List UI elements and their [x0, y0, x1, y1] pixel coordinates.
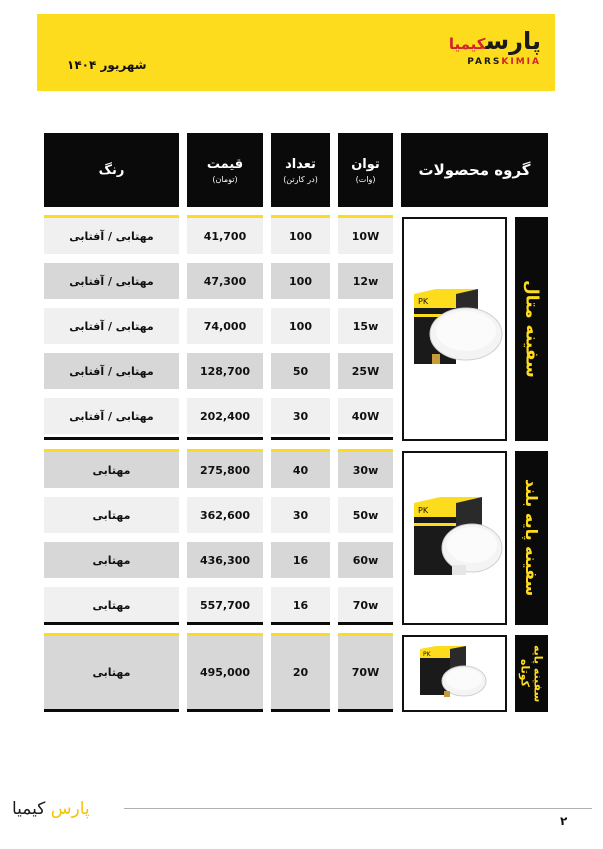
page-number: ۲: [560, 814, 568, 828]
footer-divider: [124, 808, 592, 809]
product-image-short-base: [402, 635, 507, 712]
group-label-metal: [515, 217, 548, 441]
svg-text:PK: PK: [418, 506, 429, 515]
table-cell-count: 16: [271, 542, 330, 578]
table-cell-price: 495,000: [187, 636, 263, 709]
table-cell-power: 30w: [338, 452, 393, 488]
table-cell-power: 70w: [338, 587, 393, 623]
group-1-bottom-bar: [338, 437, 393, 440]
column-header-price: [187, 133, 263, 207]
column-header-power-unit: (وات): [355, 174, 376, 184]
table-cell-count: 20: [271, 636, 330, 709]
table-cell-color: مهتابی / آفتابی: [44, 398, 179, 434]
header-banner: [37, 14, 555, 91]
date-label: شهریور ۱۴۰۴: [67, 58, 147, 72]
table-cell-count: 30: [271, 497, 330, 533]
logo-fa-sub: کیمیا: [448, 35, 486, 53]
column-header-color: [44, 133, 179, 207]
logo-persian: [449, 27, 541, 58]
table-cell-price: 275,800: [187, 452, 263, 488]
table-cell-power: 10W: [338, 218, 393, 254]
group-2-bottom-bar: [271, 622, 330, 625]
table-cell-price: 41,700: [187, 218, 263, 254]
column-header-group-title: گروه محصولات: [418, 161, 531, 179]
group-label-short-base-text: [519, 645, 545, 702]
table-cell-color: مهتابی / آفتابی: [44, 308, 179, 344]
table-cell-price: 557,700: [187, 587, 263, 623]
column-header-price-title: قیمت: [206, 156, 244, 172]
group-label-short-base-line2: کوتاه: [518, 659, 532, 688]
lamp-box-illustration: [404, 219, 505, 439]
table-cell-count: 30: [271, 398, 330, 434]
table-cell-count: 50: [271, 353, 330, 389]
table-cell-count: 100: [271, 308, 330, 344]
group-3-bottom-bar: [44, 709, 179, 712]
table-cell-color: مهتابی / آفتابی: [44, 218, 179, 254]
group-3-bottom-bar: [271, 709, 330, 712]
table-cell-price: 202,400: [187, 398, 263, 434]
footer-brand-sub: کیمیا: [12, 799, 46, 819]
logo-english: [467, 57, 541, 67]
logo-fa-main: پارس: [485, 27, 541, 55]
table-cell-color: مهتابی: [44, 542, 179, 578]
group-1-bottom-bar: [44, 437, 179, 440]
brand-logo: [447, 27, 541, 69]
group-label-long-base: [515, 451, 548, 625]
group-label-short-base: [515, 635, 548, 712]
table-cell-count: 16: [271, 587, 330, 623]
table-cell-power: 12w: [338, 263, 393, 299]
table-cell-power: 70W: [338, 636, 393, 709]
table-cell-price: 47,300: [187, 263, 263, 299]
group-1-bottom-bar: [187, 437, 263, 440]
group-3-bottom-bar: [187, 709, 263, 712]
column-header-price-unit: (تومان): [212, 174, 238, 184]
table-cell-color: مهتابی: [44, 587, 179, 623]
group-3-bottom-bar: [338, 709, 393, 712]
group-label-long-base-text: سفینه پایه بلند: [522, 479, 541, 597]
table-cell-count: 40: [271, 452, 330, 488]
table-cell-power: 60w: [338, 542, 393, 578]
table-cell-color: مهتابی: [44, 497, 179, 533]
footer-brand-main: پارس: [50, 799, 90, 819]
column-header-color-title: رنگ: [98, 162, 125, 178]
lamp-box-illustration: [404, 453, 505, 623]
group-1-bottom-bar: [271, 437, 330, 440]
table-cell-price: 436,300: [187, 542, 263, 578]
logo-en-sub: KIMIA: [501, 57, 541, 67]
column-header-count-title: تعداد: [285, 156, 316, 172]
svg-text:PK: PK: [423, 651, 431, 658]
table-cell-price: 128,700: [187, 353, 263, 389]
table-cell-count: 100: [271, 263, 330, 299]
product-image-long-base: [402, 451, 507, 625]
group-2-bottom-bar: [44, 622, 179, 625]
column-header-power-title: توان: [351, 156, 380, 172]
table-cell-color: مهتابی / آفتابی: [44, 353, 179, 389]
logo-en-main: PARS: [467, 57, 502, 67]
table-cell-count: 100: [271, 218, 330, 254]
column-header-count: [271, 133, 330, 207]
table-cell-color: مهتابی / آفتابی: [44, 263, 179, 299]
lamp-box-illustration: [404, 637, 505, 710]
table-cell-power: 15w: [338, 308, 393, 344]
table-cell-color: مهتابی: [44, 636, 179, 709]
table-cell-color: مهتابی: [44, 452, 179, 488]
column-header-group: [401, 133, 548, 207]
table-cell-power: 50w: [338, 497, 393, 533]
table-cell-power: 25W: [338, 353, 393, 389]
table-cell-price: 74,000: [187, 308, 263, 344]
svg-text:PK: PK: [418, 297, 429, 306]
footer-brand: [12, 799, 90, 819]
group-2-bottom-bar: [187, 622, 263, 625]
column-header-count-unit: (در کارتن): [283, 174, 318, 184]
group-label-metal-text: سفینه متال: [521, 280, 542, 378]
product-image-metal: [402, 217, 507, 441]
column-header-power: [338, 133, 393, 207]
group-label-short-base-line1: سفینه پایه: [531, 644, 545, 703]
group-2-bottom-bar: [338, 622, 393, 625]
table-cell-power: 40W: [338, 398, 393, 434]
table-cell-price: 362,600: [187, 497, 263, 533]
